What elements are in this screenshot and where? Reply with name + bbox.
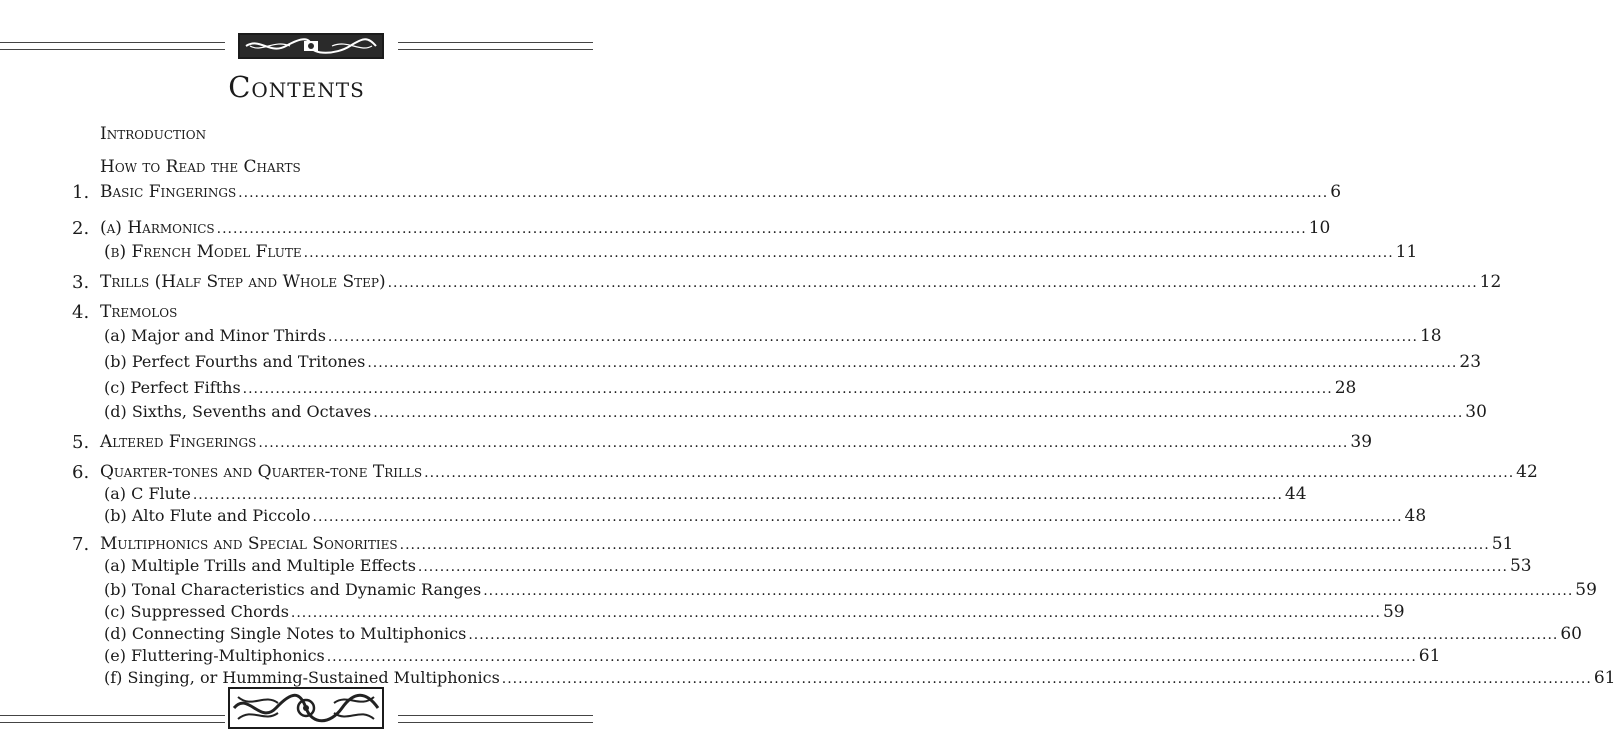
toc-page-number: 42	[1516, 462, 1538, 482]
toc-entry-label: (a) C Flute	[104, 484, 191, 503]
toc-entry-label: (b) French Model Flute	[104, 242, 302, 262]
toc-leader-dots: ........................................................................................................................................................................................................	[417, 559, 1508, 575]
toc-leader-dots: ........................................................................................................................................................................................................	[424, 465, 1515, 481]
toc-leader-dots: ........................................................................................................................................................................................................	[258, 435, 1349, 451]
toc-page-number: 61	[1593, 668, 1615, 688]
toc-entry-label: (b) Alto Flute and Piccolo	[104, 506, 311, 525]
toc-page-number: 11	[1395, 242, 1418, 262]
toc-page-number: 28	[1334, 378, 1357, 398]
toc-entry-label: Quarter-tones and Quarter-tone Trills	[100, 462, 423, 482]
toc-page-number: 6	[1330, 182, 1342, 202]
toc-entry-label: (a) Major and Minor Thirds	[104, 326, 326, 345]
toc-entry[interactable]	[104, 506, 1427, 526]
toc-entry[interactable]	[104, 646, 1441, 666]
toc-leader-dots: ........................................................................................................................................................................................................	[303, 245, 1394, 261]
toc-leader-dots: ........................................................................................................................................................................................................	[242, 381, 1333, 397]
toc-entry-label: (b) Tonal Characteristics and Dynamic Ranges	[104, 580, 482, 599]
toc-entry-number: 7.	[72, 534, 90, 555]
toc-entry[interactable]	[104, 242, 1418, 262]
toc-leader-dots: ........................................................................................................................................................................................................	[367, 355, 1458, 371]
toc-entry[interactable]	[104, 402, 1487, 422]
toc-entry-label: Tremolos	[100, 302, 178, 322]
toc-leader-dots: ........................................................................................................................................................................................................	[468, 627, 1559, 643]
toc-entry[interactable]	[104, 326, 1442, 346]
toc-page-number: 23	[1459, 352, 1482, 372]
toc-page-number: 44	[1284, 484, 1307, 504]
toc-leader-dots: ........................................................................................................................................................................................................	[387, 275, 1478, 291]
toc-entry[interactable]	[104, 484, 1307, 504]
toc-entry-label: (d) Sixths, Sevenths and Octaves	[104, 402, 372, 421]
toc-entry-label: (f) Singing, or Humming-Sustained Multiphonics	[104, 668, 500, 687]
toc-entry[interactable]	[72, 432, 1373, 453]
toc-entry[interactable]	[72, 302, 549, 323]
toc-introduction[interactable]: Introduction	[100, 124, 207, 144]
toc-entry-number: 6.	[72, 462, 90, 483]
toc-page-number: 61	[1418, 646, 1441, 666]
toc-entry-label: (c) Perfect Fifths	[104, 378, 241, 397]
toc-entry-label: (b) Perfect Fourths and Tritones	[104, 352, 366, 371]
toc-entry-label: (c) Suppressed Chords	[104, 602, 289, 621]
toc-entry[interactable]	[104, 556, 1532, 576]
toc-entry[interactable]	[104, 602, 1405, 622]
toc-entry[interactable]	[72, 534, 1514, 555]
toc-entry-label: Altered Fingerings	[100, 432, 257, 452]
toc-entry[interactable]	[104, 378, 1357, 398]
toc-entry-number: 5.	[72, 432, 90, 453]
bottom-rule-left	[0, 715, 225, 723]
top-rule-right	[398, 42, 593, 50]
toc-page-number: 51	[1491, 534, 1514, 554]
toc-leader-dots: ........................................................................................................................................................................................................	[501, 671, 1592, 687]
toc-page-number: 30	[1465, 402, 1487, 422]
toc-leader-dots: ........................................................................................................................................................................................................	[192, 487, 1283, 503]
toc-entry-label: (a) Multiple Trills and Multiple Effects	[104, 556, 416, 575]
toc-entry[interactable]	[72, 218, 1331, 239]
page-title: Contents	[228, 70, 365, 104]
bottom-rule-right	[398, 715, 593, 723]
toc-entry-number: 3.	[72, 272, 90, 293]
toc-entry-label: (d) Connecting Single Notes to Multiphonics	[104, 624, 467, 643]
toc-leader-dots: ........................................................................................................................................................................................................	[483, 583, 1574, 599]
toc-leader-dots: ........................................................................................................................................................................................................	[238, 185, 1329, 201]
toc-leader-dots: ........................................................................................................................................................................................................	[373, 405, 1464, 421]
toc-entry-label: Basic Fingerings	[100, 182, 237, 202]
toc-entry-number: 1.	[72, 182, 90, 203]
toc-page-number: 39	[1350, 432, 1373, 452]
toc-page-number: 59	[1382, 602, 1405, 622]
toc-page-number: 10	[1308, 218, 1331, 238]
toc-page-number: 59	[1575, 580, 1597, 600]
top-rule-left	[0, 42, 225, 50]
toc-entry-label: Multiphonics and Special Sonorities	[100, 534, 398, 554]
toc-how-to-read[interactable]: How to Read the Charts	[100, 157, 301, 177]
bottom-ornament-icon	[228, 687, 384, 729]
toc-page-number: 60	[1560, 624, 1582, 644]
toc-entry-label: (e) Fluttering-Multiphonics	[104, 646, 325, 665]
toc-entry[interactable]	[104, 668, 1615, 688]
toc-leader-dots: ........................................................................................................................................................................................................	[327, 329, 1418, 345]
toc-entry[interactable]	[104, 624, 1582, 644]
top-ornament-icon	[238, 33, 384, 59]
toc-page-number: 53	[1509, 556, 1532, 576]
toc-leader-dots: ........................................................................................................................................................................................................	[216, 221, 1307, 237]
toc-page-number: 12	[1479, 272, 1502, 292]
toc-page-number: 18	[1419, 326, 1442, 346]
toc-leader-dots: ........................................................................................................................................................................................................	[326, 649, 1417, 665]
toc-entry-label: Trills (Half Step and Whole Step)	[100, 272, 386, 292]
toc-leader-dots: ........................................................................................................................................................................................................	[290, 605, 1381, 621]
toc-entry-label: (a) Harmonics	[100, 218, 215, 238]
toc-entry[interactable]	[104, 580, 1597, 600]
toc-entry-number: 2.	[72, 218, 90, 239]
toc-entry[interactable]	[72, 462, 1538, 483]
toc-page-number: 48	[1404, 506, 1427, 526]
toc-entry[interactable]	[72, 272, 1502, 293]
toc-leader-dots: ........................................................................................................................................................................................................	[312, 509, 1403, 525]
toc-entry[interactable]	[72, 182, 1342, 203]
toc-entry[interactable]	[104, 352, 1482, 372]
toc-entry-number: 4.	[72, 302, 90, 323]
toc-leader-dots: ........................................................................................................................................................................................................	[399, 537, 1490, 553]
